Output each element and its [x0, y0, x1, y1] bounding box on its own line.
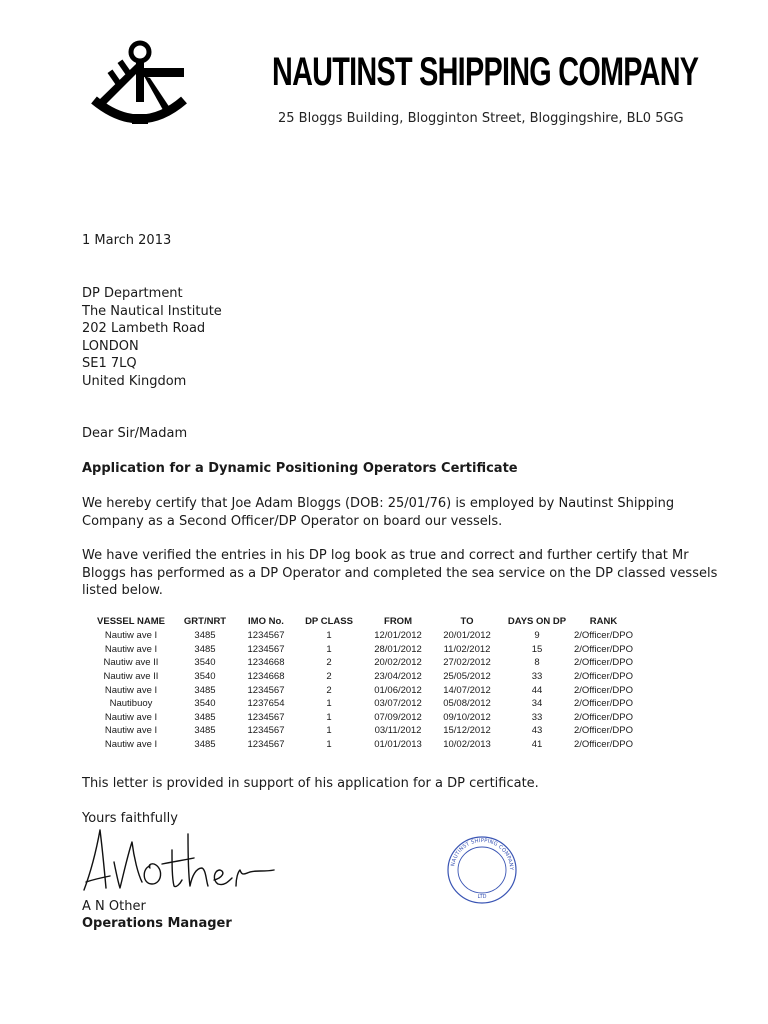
table-cell: 3485 — [194, 711, 216, 723]
company-name: NAUTINST SHIPPING COMPANY — [272, 50, 699, 94]
valediction: Yours faithfully — [82, 811, 178, 826]
table-cell: Nautiw ave II — [103, 657, 159, 669]
table-row — [88, 670, 633, 684]
table-cell: 2/Officer/DPO — [574, 739, 633, 751]
handwritten-signature — [80, 822, 285, 897]
recipient-line: The Nautical Institute — [82, 303, 222, 319]
table-cell: 14/07/2012 — [443, 684, 491, 696]
table-cell: 07/09/2012 — [374, 711, 422, 723]
table-cell: 34 — [531, 698, 543, 710]
salutation: Dear Sir/Madam — [82, 426, 188, 441]
table-cell: 3485 — [194, 739, 216, 751]
table-cell: 1234668 — [247, 657, 285, 669]
table-cell: 03/11/2012 — [374, 725, 422, 737]
recipient-address — [82, 285, 222, 391]
table-cell: 12/01/2012 — [374, 630, 422, 642]
column-header: RANK — [589, 616, 618, 627]
table-cell: 28/01/2012 — [374, 643, 422, 655]
table-cell: Nautiw ave I — [104, 725, 158, 737]
table-cell: Nautiw ave I — [104, 643, 158, 655]
table-cell: 2/Officer/DPO — [574, 698, 633, 710]
table-cell: 3485 — [194, 684, 216, 696]
table-cell: Nautiw ave I — [104, 684, 158, 696]
subject-line: Application for a Dynamic Positioning Operators Certificate — [82, 461, 518, 476]
table-cell: Nautiw ave II — [103, 671, 159, 683]
table-cell: 3540 — [194, 671, 216, 683]
table-row — [88, 629, 633, 643]
table-cell: 2/Officer/DPO — [574, 671, 633, 683]
table-cell: 1 — [326, 630, 332, 642]
table-cell: 1 — [326, 711, 332, 723]
column-header: GRT/NRT — [183, 616, 227, 627]
table-cell: 3485 — [194, 630, 216, 642]
table-cell: 33 — [531, 671, 543, 683]
table-cell: 2 — [326, 684, 332, 696]
column-header: FROM — [384, 616, 412, 627]
table-cell: 1234567 — [247, 630, 285, 642]
table-cell: 11/02/2012 — [443, 643, 491, 655]
table-cell: 10/02/2013 — [443, 739, 491, 751]
table-cell: 2/Officer/DPO — [574, 657, 633, 669]
vessel-table — [88, 614, 633, 751]
table-cell: 3540 — [194, 657, 216, 669]
svg-text:NAUTINST SHIPPING COMPANY: NAUTINST SHIPPING COMPANY — [450, 837, 515, 871]
column-header: IMO No. — [248, 616, 284, 627]
table-cell: 3485 — [194, 643, 216, 655]
table-row — [88, 697, 633, 711]
table-cell: 23/04/2012 — [374, 671, 422, 683]
table-cell: 41 — [531, 739, 543, 751]
table-cell: 1234567 — [247, 643, 285, 655]
table-cell: 01/01/2013 — [374, 739, 422, 751]
company-address: 25 Bloggs Building, Blogginton Street, Bloggingshire, BL0 5GG — [278, 111, 684, 126]
recipient-line: United Kingdom — [82, 373, 187, 389]
table-header-row — [88, 614, 633, 629]
table-cell: 03/07/2012 — [374, 698, 422, 710]
table-cell: 43 — [531, 725, 543, 737]
recipient-line: DP Department — [82, 286, 183, 301]
table-cell: 1 — [326, 643, 332, 655]
recipient-line: 202 Lambeth Road — [82, 321, 206, 337]
table-cell: 25/05/2012 — [443, 671, 491, 683]
table-cell: Nautiw ave I — [104, 739, 158, 751]
table-cell: 05/08/2012 — [443, 698, 491, 710]
table-cell: 8 — [534, 657, 540, 669]
table-cell: 20/02/2012 — [374, 657, 422, 669]
table-row — [88, 711, 633, 725]
table-cell: 1237654 — [247, 698, 285, 710]
table-row — [88, 643, 633, 657]
table-cell: 1234567 — [247, 725, 285, 737]
table-cell: 2/Officer/DPO — [574, 725, 633, 737]
table-cell: 1 — [326, 725, 332, 737]
table-cell: 1234567 — [247, 739, 285, 751]
table-cell: 2 — [326, 671, 332, 683]
column-header: DP CLASS — [305, 616, 353, 627]
table-row — [88, 738, 633, 752]
column-header: DAYS ON DP — [507, 616, 567, 627]
table-cell: 3540 — [194, 698, 216, 710]
table-cell: 1234668 — [247, 671, 285, 683]
table-cell: Nautibuoy — [109, 698, 153, 710]
table-cell: 2/Officer/DPO — [574, 711, 633, 723]
table-row — [88, 656, 633, 670]
table-cell: 2/Officer/DPO — [574, 684, 633, 696]
table-cell: 01/06/2012 — [374, 684, 422, 696]
table-cell: 2 — [326, 657, 332, 669]
signer-title: Operations Manager — [82, 916, 232, 931]
table-cell: Nautiw ave I — [104, 630, 158, 642]
table-cell: 2/Officer/DPO — [574, 643, 633, 655]
table-cell: 1 — [326, 739, 332, 751]
table-row — [88, 683, 633, 697]
table-cell: 44 — [531, 684, 543, 696]
closing-paragraph: This letter is provided in support of his application for a DP certificate. — [82, 776, 539, 791]
column-header: TO — [460, 616, 474, 627]
svg-text:LTD: LTD — [477, 894, 487, 900]
table-cell: 33 — [531, 711, 543, 723]
table-cell: 15/12/2012 — [443, 725, 491, 737]
table-cell: 15 — [531, 643, 543, 655]
table-cell: 09/10/2012 — [443, 711, 491, 723]
recipient-line: SE1 7LQ — [82, 356, 137, 372]
table-cell: 2/Officer/DPO — [574, 630, 633, 642]
table-cell: Nautiw ave I — [104, 711, 158, 723]
table-cell: 1 — [326, 698, 332, 710]
table-cell: 27/02/2012 — [443, 657, 491, 669]
letter-date: 1 March 2013 — [82, 233, 172, 248]
signer-name: A N Other — [82, 899, 146, 914]
body-paragraph: We hereby certify that Joe Adam Bloggs (DOB: 25/01/76) is employed by Nautinst Shipping Company as a Second Officer/DP Operator on board our vessels. — [82, 496, 675, 529]
recipient-line: LONDON — [82, 338, 139, 354]
table-cell: 9 — [534, 630, 540, 642]
sextant-icon — [88, 38, 190, 130]
table-cell: 1234567 — [247, 711, 285, 723]
company-stamp — [444, 834, 520, 906]
table-cell: 3485 — [194, 725, 216, 737]
table-cell: 1234567 — [247, 684, 285, 696]
body-paragraph: We have verified the entries in his DP log book as true and correct and further certify that Mr Bloggs has performed as a DP Operator and completed the sea service on the DP classed vessels listed below. — [82, 548, 718, 598]
table-row — [88, 724, 633, 738]
column-header: VESSEL NAME — [97, 616, 165, 627]
table-cell: 20/01/2012 — [443, 630, 491, 642]
